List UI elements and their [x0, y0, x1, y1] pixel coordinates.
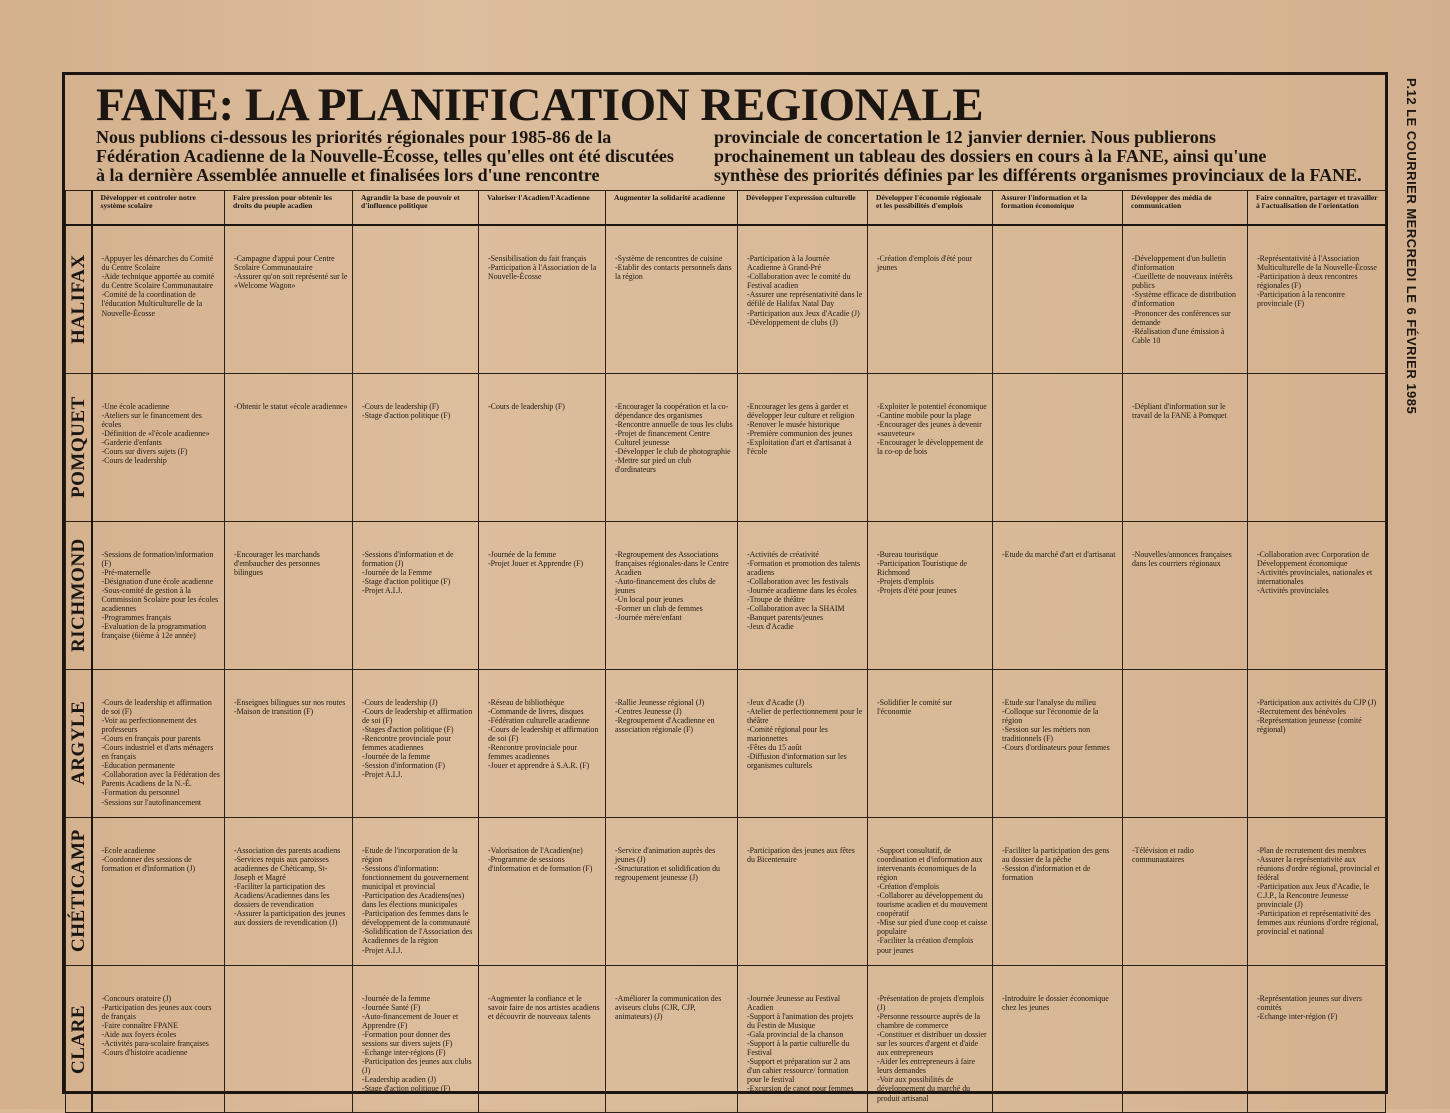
region-label: CLARE — [68, 1004, 89, 1074]
table-cell: -Regroupement des Associations françaises régionales-dans le Centre Acadien -Auto-financement des clubs de jeunes -Un local pour jeunes -Former un club de femmes -Journée mère/enfant — [606, 521, 738, 669]
table-cell: -Support consultatif, de coordination et d'information aux intervenants économiques de la région -Création d'emplois -Collaborer au développement du tourisme acadien et du mouvement coopératif -Mise sur pied d'une coop et caisse populaire -Faciliter la création d'emplois pour jeunes — [868, 817, 993, 965]
table-cell: -Solidifier le comité sur l'économie — [868, 669, 993, 817]
table-cell: -Nouvelles/annonces françaises dans les courriers régionaux — [1123, 521, 1248, 669]
column-header: Agrandir la base de pouvoir et d'influence politique — [353, 191, 479, 226]
table-cell: -Sensibilisation du fait français -Participation à l'Association de la Nouvelle-Écosse — [479, 225, 606, 373]
table-cell — [1248, 373, 1386, 521]
table-cell: -Campagne d'appui pour Centre Scolaire Communautaire -Assurer qu'on soit représenté sur le «Welcome Wagon» — [225, 225, 353, 373]
table-cell: -Une école acadienne -Ateliers sur le financement des écoles -Définition de «l'école acadienne» -Garderie d'enfants -Cours sur divers sujets (F) -Cours de leadership — [92, 373, 225, 521]
table-row — [66, 817, 1386, 965]
table-row — [66, 669, 1386, 817]
table-cell: -Télévision et radio communautaires — [1123, 817, 1248, 965]
table-cell: -Développement d'un bulletin d'information -Cueillette de nouveaux intérêts publics -Système efficace de distribution d'information -Prononcer des conférences sur demande -Réalisation d'une émission à Cable 10 — [1123, 225, 1248, 373]
table-cell: -Introduire le dossier économique chez les jeunes — [993, 965, 1123, 1112]
table-cell — [1123, 965, 1248, 1112]
table-cell: -Participation à la Journée Acadienne à Grand-Pré -Collaboration avec le comité du Festival acadien -Assurer une représentativité dans le défilé de Halifax Natal Day -Participation aux Jeux d'Acadie (J) -Développement de clubs (J) — [738, 225, 868, 373]
table-row — [66, 225, 1386, 373]
table-cell: -Plan de recrutement des membres -Assurer la représentativité aux réunions d'ordre régional, provincial et fédéral -Participation aux Jeux d'Acadie, le C.J.P., la Rencontre Jeunesse provinciale (J) -Participation et représentativité des femmes aux réunions d'ordre régional, provincial et national — [1248, 817, 1386, 965]
column-header: Développer l'expression culturelle — [738, 191, 868, 226]
region-label: HALIFAX — [68, 254, 89, 344]
table-row — [66, 965, 1386, 1112]
column-header: Valoriser l'Acadien/l'Acadienne — [479, 191, 606, 226]
column-header: Augmenter la solidarité acadienne — [606, 191, 738, 226]
region-label: POMQUET — [68, 395, 89, 498]
column-header: Développer et controler notre système scolaire — [92, 191, 225, 226]
region-label: ARGYLE — [68, 700, 89, 785]
table-cell: -Représentativité à l'Association Multiculturelle de la Nouvelle-Écosse -Participation à deux rencontres régionales (F) -Participation à la rencontre provinciale (F) — [1248, 225, 1386, 373]
table-cell: -Bureau touristique -Participation Touristique de Richmond -Projets d'emplois -Projets d'été pour jeunes — [868, 521, 993, 669]
table-cell: -Augmenter la confiance et le savoir faire de nos artistes acadiens et découvrir de nouveaux talents — [479, 965, 606, 1112]
table-cell: -Encourager la coopération et la co-dépendance des organismes -Rencontre annuelle de tous les clubs -Projet de financement Centre Culturel jeunesse -Développer le club de photographie -Mettre sur pied un club d'ordinateurs — [606, 373, 738, 521]
table-cell — [225, 965, 353, 1112]
column-header: Faire pression pour obtenir les droits du peuple acadien — [225, 191, 353, 226]
table-cell: -Système de rencontres de cuisine -Etablir des contacts personnels dans la région — [606, 225, 738, 373]
table-cell: -Ecole acadienne -Coordonner des sessions de formation et d'information (J) — [92, 817, 225, 965]
table-cell: -Dépliant d'information sur le travail de la FANE à Pomquet — [1123, 373, 1248, 521]
table-cell: -Réseau de bibliothèque -Commande de livres, disques -Fédération culturelle acadienne -Cours de leadership et affirmation de soi (F) -Rencontre provinciale pour femmes acadiennes -Jouer et apprendre à S.A.R. (F) — [479, 669, 606, 817]
intro-text-left: Nous publions ci-dessous les priorités régionales pour 1985-86 de la Fédération Acadienne de la Nouvelle-Écosse, telles qu'elles ont été discutées à la dernière Assemblée annuelle et finalisées lors d'une rencontre — [96, 127, 674, 185]
column-header: Développer l'économie régionale et les possibilités d'emplois — [868, 191, 993, 226]
table-cell: -Faciliter la participation des gens au dossier de la pêche -Session d'information et de formation — [993, 817, 1123, 965]
table-row — [66, 373, 1386, 521]
table-cell: -Appuyer les démarches du Comité du Centre Scolaire -Aide technique apportée au comité du Centre Scolaire Communautaire -Comité de la coordination de l'éducation Multiculturelle de la Nouvelle-Écosse — [92, 225, 225, 373]
table-cell: -Association des parents acadiens -Services requis aux paroisses acadiennes de Chéticamp, St-Joseph et Magré -Faciliter la participation des Acadiens/Acadiennes dans les dossiers de revendication -Assurer la participation des jeunes aux dossiers de revendication (J) — [225, 817, 353, 965]
table-cell — [993, 225, 1123, 373]
table-cell: -Valorisation de l'Acadien(ne) -Programme de sessions d'information et de formation (F) — [479, 817, 606, 965]
table-row — [66, 521, 1386, 669]
table-cell: -Service d'animation auprès des jeunes (J) -Structuration et solidification du regroupement jeunesse (J) — [606, 817, 738, 965]
table-cell: -Participation aux activités du CJP (J) -Recrutement des bénévoles -Représentation jeunesse (comité régional) — [1248, 669, 1386, 817]
table-cell: -Activités de créativité -Formation et promotion des talents acadiens -Collaboration avec les festivals -Journée acadienne dans les écoles -Troupe de théâtre -Collaboration avec la SHAIM -Banquet parents/jeunes -Jeux d'Acadie — [738, 521, 868, 669]
table-cell: -Sessions de formation/information (F) -Pré-maternelle -Désignation d'une école acadienne -Sous-comité de gestion à la Commission Scolaire pour les écoles acadiennes -Programmes français -Evaluation de la programmation française (6ième à 12e année) — [92, 521, 225, 669]
table-cell: -Cours de leadership (F) -Stage d'action politique (F) — [353, 373, 479, 521]
table-cell: -Représentation jeunes sur divers comités -Echange inter-région (F) — [1248, 965, 1386, 1112]
table-cell — [353, 225, 479, 373]
table-cell: -Encourager les marchands d'embaucher des personnes bilingues — [225, 521, 353, 669]
table-cell: -Journée Jeunesse au Festival Acadien -Support à l'animation des projets du Festin de Musique -Gala provincial de la chanson -Support à la partie culturelle du Festival -Support et préparation sur 2 ans d'un cahier ressource/ formation pour le festival -Excursion de canot pour femmes — [738, 965, 868, 1112]
region-label: RICHMOND — [68, 537, 89, 652]
table-header-row — [66, 191, 1386, 226]
column-header: Développer des média de communication — [1123, 191, 1248, 226]
table-cell: -Etude de l'incorporation de la région -Sessions d'information: fonctionnement du gouvernement municipal et provincial -Participation des Acadiens(nes) dans les élections municipales -Participation des femmes dans le développement de la communauté -Solidification de l'Association des Acadiennes de la région -Projet A.I.J. — [353, 817, 479, 965]
table-cell: -Présentation de projets d'emplois (J) -Personne ressource auprès de la chambre de commerce -Constituer et distribuer un dossier sur les sources d'argent et d'aide aux entrepreneurs -Aider les entrepreneurs à faire leurs demandes -Voir aux possibilités de développement du marché du produit artisanal — [868, 965, 993, 1112]
table-cell: -Exploiter le potentiel économique -Cantine mobile pour la plage -Encourager des jeunes à devenir «sauveteur» -Encourager le développement de la co-op de bois — [868, 373, 993, 521]
intro-text-right: provinciale de concertation le 12 janvier dernier. Nous publierons prochainement un tableau des dossiers en cours à la FANE, ainsi qu'une synthèse des priorités définies par les différents organismes provinciaux de la FANE. — [714, 127, 1362, 185]
table-cell: -Encourager les gens à garder et développer leur culture et religion -Renover le musée historique -Première communion des jeunes -Exploitation d'art et d'artisanat à l'école — [738, 373, 868, 521]
column-header: Assurer l'information et la formation économique — [993, 191, 1123, 226]
table-cell: -Etude du marché d'art et d'artisanat — [993, 521, 1123, 669]
table-cell: -Améliorer la communication des aviseurs clubs (CJR, CJP, animateurs) (J) — [606, 965, 738, 1112]
table-cell: -Création d'emplois d'été pour jeunes — [868, 225, 993, 373]
table-cell: -Cours de leadership (F) — [479, 373, 606, 521]
article-title: FANE: LA PLANIFICATION REGIONALE — [96, 79, 984, 131]
table-cell: -Cours de leadership (J) -Cours de leadership et affirmation de soi (F) -Stages d'action politique (F) -Rencontre provinciale pour femmes acadiennes -Journée de la femme -Session d'information (F) -Projet A.I.J. — [353, 669, 479, 817]
table-cell — [993, 373, 1123, 521]
priorities-table — [65, 190, 1386, 1113]
table-cell: -Obtenir le statut «école acadienne» — [225, 373, 353, 521]
table-cell: -Journée de la femme -Journée Santé (F) -Auto-financement de Jouer et Apprendre (F) -Formation pour donner des sessions sur divers sujets (F) -Echange inter-régions (F) -Participation des jeunes aux clubs (J) -Leadership acadien (J) -Stage d'action politique (F) — [353, 965, 479, 1112]
table-cell: -Etude sur l'analyse du milieu -Colloque sur l'économie de la région -Session sur les métiers non traditionnels (F) -Cours d'ordinateurs pour femmes — [993, 669, 1123, 817]
table-cell: -Enseignes bilingues sur nos routes -Maison de transition (F) — [225, 669, 353, 817]
table-cell: -Participation des jeunes aux fêtes du Bicentenaire — [738, 817, 868, 965]
table-cell: -Rallie Jeunesse régional (J) -Centres Jeunesse (J) -Regroupement d'Acadienne en association régionale (F) — [606, 669, 738, 817]
table-cell: -Concours oratoire (J) -Participation des jeunes aux cours de français -Faire connaître FPANE -Aide aux foyers écoles -Activités para-scolaire françaises -Cours d'histoire acadienne — [92, 965, 225, 1112]
table-cell: -Sessions d'information et de formation (J) -Journée de la Femme -Stage d'action politique (F) -Projet A.I.J. — [353, 521, 479, 669]
table-cell: -Collaboration avec Corporation de Développement économique -Activités provinciales, nationales et internationales -Activités provinciales — [1248, 521, 1386, 669]
corner-cell — [66, 191, 92, 226]
page-header-tag: P.12 LE COURRIER MERCREDI LE 6 FÉVRIER 1985 — [1404, 78, 1419, 415]
table-cell: -Cours de leadership et affirmation de soi (F) -Voir au perfectionnement des professeurs -Cours en français pour parents -Cours industriel et d'arts ménagers en français -Education permanente -Collaboration avec la Fédération des Parents Acadiens de la N.-É. -Formation du personnel -Sessions sur l'autofinancement — [92, 669, 225, 817]
table-cell: -Journée de la femme -Projet Jouer et Apprendre (F) — [479, 521, 606, 669]
column-header: Faire connaître, partager et travailler à l'actualisation de l'orientation — [1248, 191, 1386, 226]
region-label: CHÉTICAMP — [68, 829, 89, 952]
table-cell — [1123, 669, 1248, 817]
table-cell: -Jeux d'Acadie (J) -Atelier de perfectionnement pour le théâtre -Comité régional pour les marionnettes -Fêtes du 15 août -Diffusion d'information sur les organismes culturels — [738, 669, 868, 817]
